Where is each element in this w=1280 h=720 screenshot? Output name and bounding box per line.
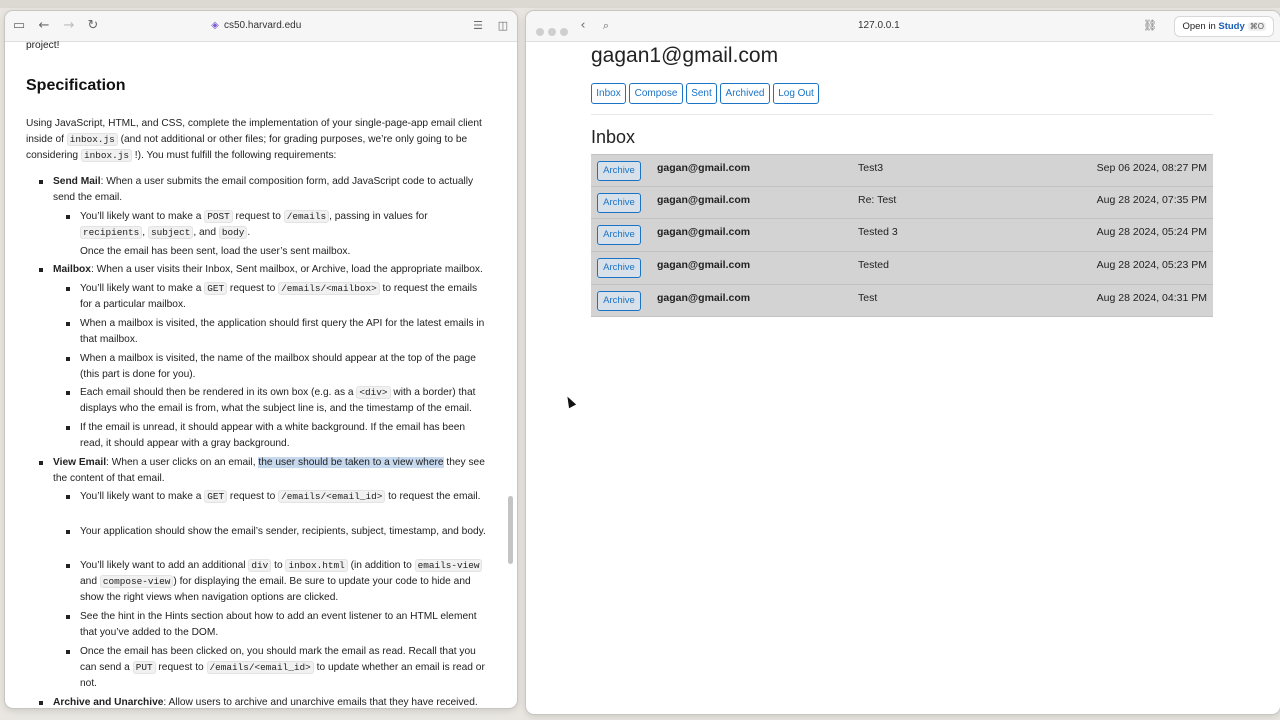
email-subject: Tested [858,259,889,272]
list-item: Each email should then be rendered in its own box (e.g. as a <div> with a border) that displays who the email is from, what the subject line is, and the timestamp of the email. [80,385,488,417]
email-timestamp: Aug 28 2024, 05:24 PM [1096,226,1207,239]
email-row[interactable] [591,252,1213,285]
email-sender: gagan@gmail.com [657,291,751,304]
email-sender: gagan@gmail.com [657,259,751,272]
email-row[interactable] [591,285,1213,318]
email-list [591,154,1213,317]
right-browser-toolbar [526,11,1280,42]
list-item-send-mail: Send Mail: When a user submits the email composition form, add JavaScript code to actually send the email. [53,174,488,206]
desktop-top-strip [0,0,1280,8]
forward-arrow-icon[interactable]: → [63,18,75,33]
mailbox-title: Inbox [591,127,636,147]
list-item: You’ll likely want to make a GET request to /emails/<email_id> to request the email. [80,489,488,505]
email-subject: Test [858,291,878,304]
archive-button[interactable]: Archive [597,258,641,278]
sidebar-toggle-icon[interactable]: ▭ [12,18,26,33]
open-in-study-button[interactable]: Open in Study ⌘O [1174,16,1274,37]
address-bar-url[interactable]: 127.0.0.1 [858,20,900,31]
email-timestamp: Aug 28 2024, 07:35 PM [1096,193,1207,206]
list-item: You’ll likely want to add an additional div to inbox.html (in addition to emails-view and compose-view ) for displaying the email. Be sure to update your code to hide and show the right views when navigation options are clicked. [80,558,488,606]
back-arrow-icon[interactable]: ‹ [580,18,586,33]
truncated-text: project! [26,40,60,51]
tab-overview-icon[interactable]: ◫ [497,19,509,32]
archived-button[interactable]: Archived [720,83,770,104]
list-item-view-email: View Email: When a user clicks on an email, the user should be taken to a view where they see the content of that email. [53,455,488,487]
link-icon[interactable]: ⛓ [1143,19,1157,32]
list-item: See the hint in the Hints section about how to add an event listener to an HTML element that you’ve added to the DOM. [80,609,488,641]
back-arrow-icon[interactable]: ← [38,18,50,33]
list-item: When a mailbox is visited, the application should first query the API for the latest emails in that mailbox. [80,316,488,348]
list-item: Your application should show the email’s sender, recipients, subject, timestamp, and body. [80,524,488,540]
email-row[interactable] [591,187,1213,220]
user-email-heading: gagan1@gmail.com [591,44,779,67]
logout-button[interactable]: Log Out [773,83,819,104]
reload-icon[interactable]: ↻ [87,18,99,33]
email-row[interactable] [591,154,1213,187]
archive-button[interactable]: Archive [597,161,641,181]
intro-paragraph: Using JavaScript, HTML, and CSS, complete the implementation of your single-page-app email client inside of inbox.js (and not additional or other files; for grading purposes, we’re only going to be considering inbox.js !). You must fulfill the following requirements: [26,118,482,161]
archive-button[interactable]: Archive [597,225,641,245]
email-timestamp: Aug 28 2024, 04:31 PM [1096,291,1207,304]
list-item-archive: Archive and Unarchive: Allow users to archive and unarchive emails that they have received. [53,695,488,708]
list-item: You’ll likely want to make a GET request to /emails/<mailbox> to request the emails for a particular mailbox. [80,281,488,313]
compose-button[interactable]: Compose [629,83,683,104]
list-item: Once the email has been clicked on, you should mark the email as read. Recall that you can send a PUT request to /emails/<email_id> to update whether an email is read or not. [80,644,488,692]
list-item: When a mailbox is visited, the name of the mailbox should appear at the top of the page (this part is done for you). [80,351,488,383]
selected-text-highlight: the user should be taken to a view where [258,457,444,468]
list-item: If the email is unread, it should appear with a white background. If the email has been read, it should appear with a gray background. [80,420,488,452]
email-row[interactable] [591,219,1213,252]
email-timestamp: Aug 28 2024, 05:23 PM [1096,259,1207,272]
sent-button[interactable]: Sent [686,83,717,104]
list-item: Once the email has been sent, load the user’s sent mailbox. [80,246,351,257]
window-controls[interactable] [536,23,572,41]
site-shield-icon: ◈ [211,20,219,31]
address-bar-url[interactable]: cs50.harvard.edu [224,20,302,31]
divider [591,114,1213,115]
left-browser-toolbar [5,11,517,42]
email-sender: gagan@gmail.com [657,162,751,174]
scrollbar-thumb[interactable] [508,496,513,564]
archive-button[interactable]: Archive [597,193,641,213]
email-subject: Test3 [858,162,884,174]
archive-button[interactable]: Archive [597,291,641,311]
email-sender: gagan@gmail.com [657,226,751,239]
email-subject: Re: Test [858,193,897,206]
right-browser-window [526,11,1280,714]
search-icon[interactable]: ⌕ [602,19,610,32]
section-heading: Specification [26,77,126,94]
list-item-mailbox: Mailbox: When a user visits their Inbox, Sent mailbox, or Archive, load the appropriate mailbox. [53,262,488,278]
email-timestamp: Sep 06 2024, 08:27 PM [1096,162,1207,174]
reader-view-icon[interactable]: ☰ [473,19,483,32]
email-sender: gagan@gmail.com [657,193,751,206]
left-browser-window [5,11,517,708]
list-item: You’ll likely want to make a POST request to /emails , passing in values for recipients , subject , and body . [80,209,488,241]
inbox-button[interactable]: Inbox [591,83,626,104]
email-subject: Tested 3 [858,226,898,239]
